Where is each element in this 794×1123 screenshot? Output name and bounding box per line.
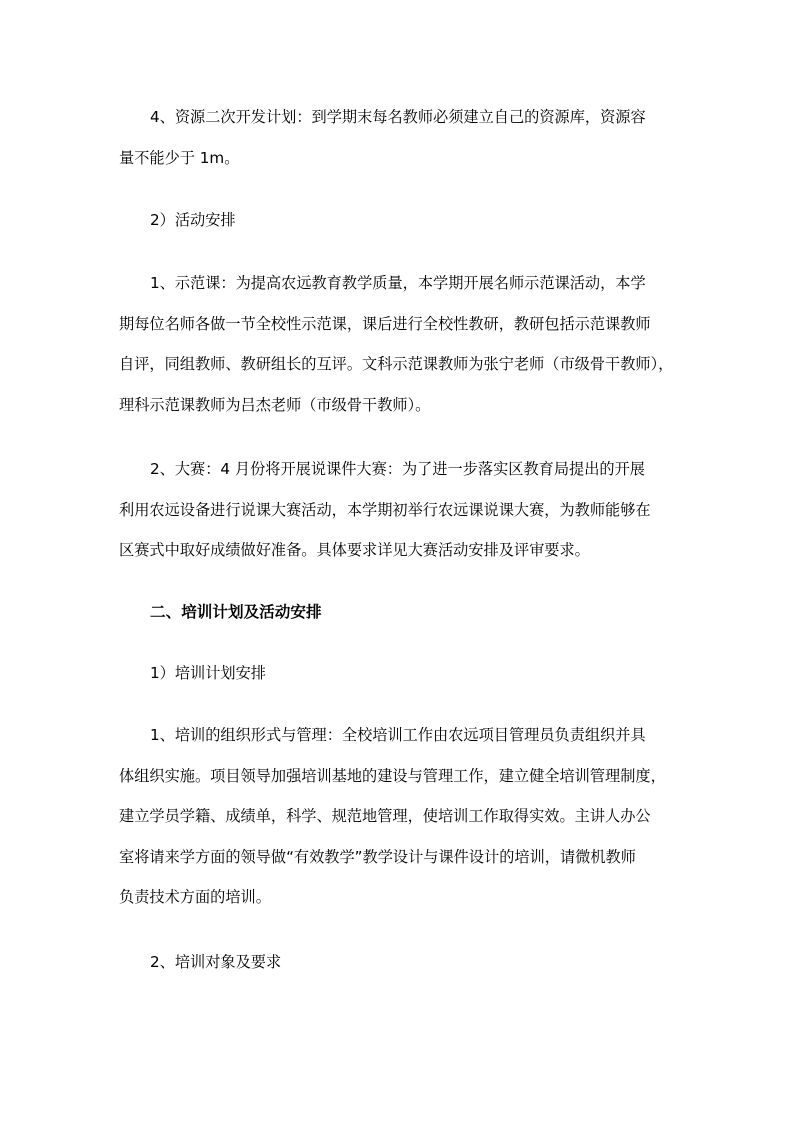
text-line: 自评，同组教师、教研组长的互评。文科示范课教师为张宁老师（市级骨干教师）， bbox=[119, 355, 674, 374]
paragraph-competition bbox=[119, 449, 685, 571]
subheading-training-targets bbox=[119, 942, 685, 983]
subheading-activity-arrangement bbox=[119, 200, 685, 241]
text-line: 2、大赛：4 月份将开展说课件大赛：为了进一步落实区教育局提出的开展 bbox=[150, 460, 645, 478]
text-line: 4、资源二次开发计划：到学期末每名教师必须建立自己的资源库，资源容 bbox=[150, 108, 646, 126]
text-line: 2）活动安排 bbox=[150, 211, 236, 229]
text-line: 体组织实施。项目领导加强培训基地的建设与管理工作，建立健全培训管理制度， bbox=[119, 766, 666, 785]
text-line: 理科示范课教师为吕杰老师（市级骨干教师）。 bbox=[119, 395, 431, 414]
text-line: 1、培训的组织形式与管理：全校培训工作由农远项目管理员负责组织并具 bbox=[150, 726, 646, 744]
text-line: 量不能少于 1m。 bbox=[119, 148, 240, 167]
paragraph-resource-plan bbox=[119, 97, 685, 178]
text-line: 2、培训对象及要求 bbox=[150, 953, 282, 971]
text-line: 期每位名师各做一节全校性示范课，课后进行全校性教研，教研包括示范课教师 bbox=[119, 314, 651, 333]
text-line: 负责技术方面的培训。 bbox=[119, 888, 271, 907]
paragraph-demo-lesson bbox=[119, 263, 685, 425]
text-line: 1）培训计划安排 bbox=[150, 664, 266, 682]
subheading-training-plan bbox=[119, 653, 685, 694]
text-line: 1、示范课：为提高农远教育教学质量，本学期开展名师示范课活动，本学 bbox=[150, 274, 646, 292]
text-line: 区赛式中取好成绩做好准备。具体要求详见大赛活动安排及评审要求。 bbox=[119, 541, 590, 560]
text-line: 利用农远设备进行说课大赛活动，本学期初举行农远课说课大赛，为教师能够在 bbox=[119, 500, 651, 519]
text-line: 二、培训计划及活动安排 bbox=[150, 603, 322, 621]
text-line: 室将请来学方面的领导做“有效教学”教学设计与课件设计的培训，请微机教师 bbox=[119, 847, 636, 866]
text-line: 建立学员学籍、成绩单，科学、规范地管理，使培训工作取得实效。主讲人办公 bbox=[119, 807, 651, 826]
section-heading-training bbox=[119, 592, 685, 633]
paragraph-training-organization bbox=[119, 715, 685, 918]
